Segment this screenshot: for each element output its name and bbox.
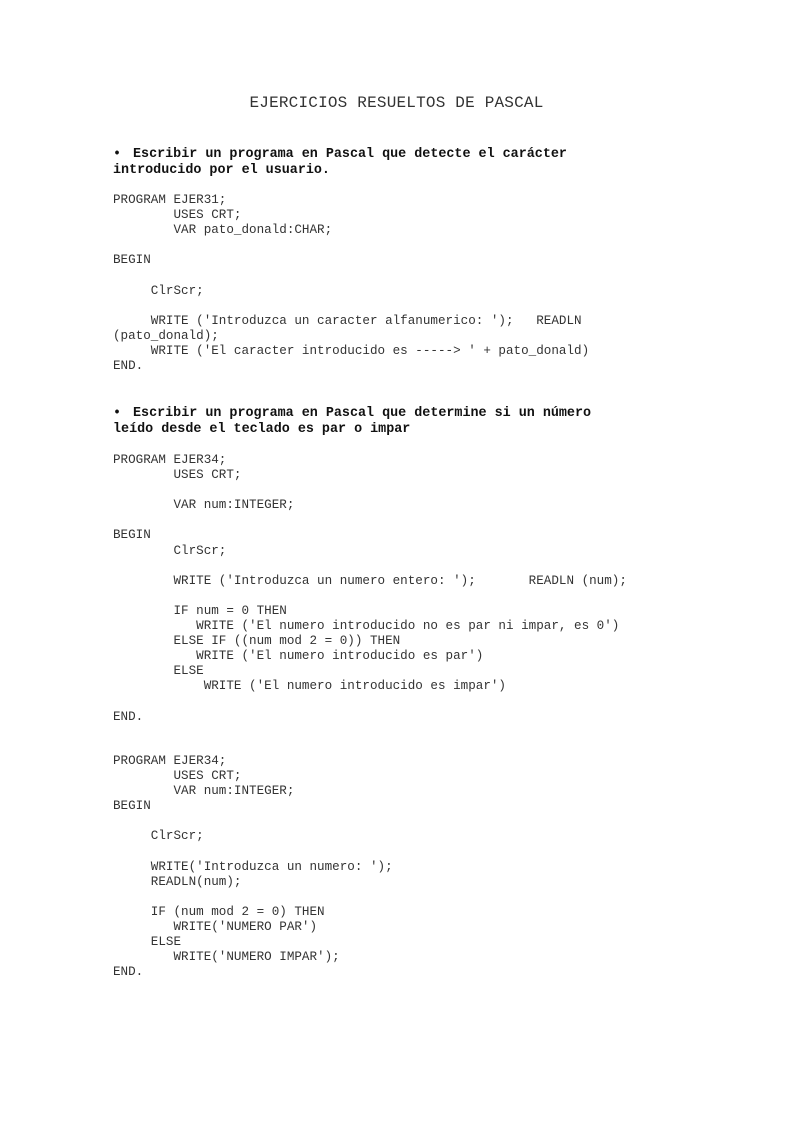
code-line: WRITE ('Introduzca un caracter alfanumerico: '); READLN [113, 313, 582, 328]
code-line: BEGIN [113, 253, 151, 268]
code-line: VAR pato_donald:CHAR; [113, 223, 333, 238]
code-line [113, 299, 589, 314]
code-line [113, 695, 627, 710]
code-line [113, 559, 627, 574]
code-line: END. [113, 709, 144, 724]
code-line: BEGIN [113, 799, 151, 814]
exercise-1-heading [113, 147, 633, 179]
exercise-1-heading-line-2: introducido por el usuario. [113, 163, 330, 178]
code-line [113, 845, 393, 860]
code-line: USES CRT; [113, 769, 242, 784]
code-line: WRITE('Introduzca un numero: '); [113, 859, 393, 874]
exercise-2-code [113, 453, 627, 725]
code-line: PROGRAM EJER34; [113, 453, 227, 467]
code-line: ClrScr; [113, 829, 204, 844]
exercise-3-code [113, 754, 393, 980]
code-line: IF (num mod 2 = 0) THEN [113, 904, 325, 919]
code-line: WRITE ('Introduzca un numero entero: '); READLN (num); [113, 573, 627, 588]
code-line: ClrScr; [113, 283, 204, 298]
code-line: VAR num:INTEGER; [113, 498, 295, 513]
document-title: EJERCICIOS RESUELTOS DE PASCAL [249, 94, 544, 112]
code-line: (pato_donald); [113, 328, 219, 343]
code-line: ELSE IF ((num mod 2 = 0)) THEN [113, 634, 401, 649]
code-line [113, 483, 627, 498]
code-line: USES CRT; [113, 208, 242, 223]
code-line: IF num = 0 THEN [113, 603, 287, 618]
code-line: END. [113, 965, 144, 980]
code-line: ClrScr; [113, 543, 227, 558]
exercise-1-code [113, 193, 589, 374]
code-line: END. [113, 359, 144, 374]
code-line: WRITE ('El numero introducido es impar') [113, 679, 506, 694]
code-line: BEGIN [113, 528, 151, 543]
exercise-2-heading [113, 406, 633, 438]
bullet-icon: • [113, 406, 122, 421]
exercise-2-heading-line-1 [113, 406, 633, 422]
code-line: PROGRAM EJER31; [113, 193, 227, 207]
code-line [113, 890, 393, 905]
code-line: WRITE ('El numero introducido no es par ni impar, es 0') [113, 619, 620, 634]
code-line: ELSE [113, 664, 204, 679]
code-line [113, 589, 627, 604]
code-line [113, 238, 589, 253]
code-line: PROGRAM EJER34; [113, 754, 227, 768]
exercise-1-heading-text-1: Escribir un programa en Pascal que detecte el carácter [133, 147, 567, 162]
code-line: WRITE ('El numero introducido es par') [113, 649, 484, 664]
code-line: WRITE ('El caracter introducido es -----> ' + pato_donald) [113, 343, 590, 358]
exercise-2-heading-text-1: Escribir un programa en Pascal que determine si un número [133, 406, 592, 421]
code-line [113, 268, 589, 283]
code-line: WRITE('NUMERO PAR') [113, 920, 318, 935]
exercise-1-heading-line-1 [113, 147, 633, 163]
code-line: ELSE [113, 935, 182, 950]
code-line: WRITE('NUMERO IMPAR'); [113, 950, 340, 965]
code-line: READLN(num); [113, 874, 242, 889]
code-line [113, 814, 393, 829]
code-line: USES CRT; [113, 468, 242, 483]
bullet-icon: • [113, 147, 122, 162]
code-line [113, 513, 627, 528]
exercise-2-heading-line-2: leído desde el teclado es par o impar [113, 422, 411, 437]
code-line: VAR num:INTEGER; [113, 784, 295, 799]
